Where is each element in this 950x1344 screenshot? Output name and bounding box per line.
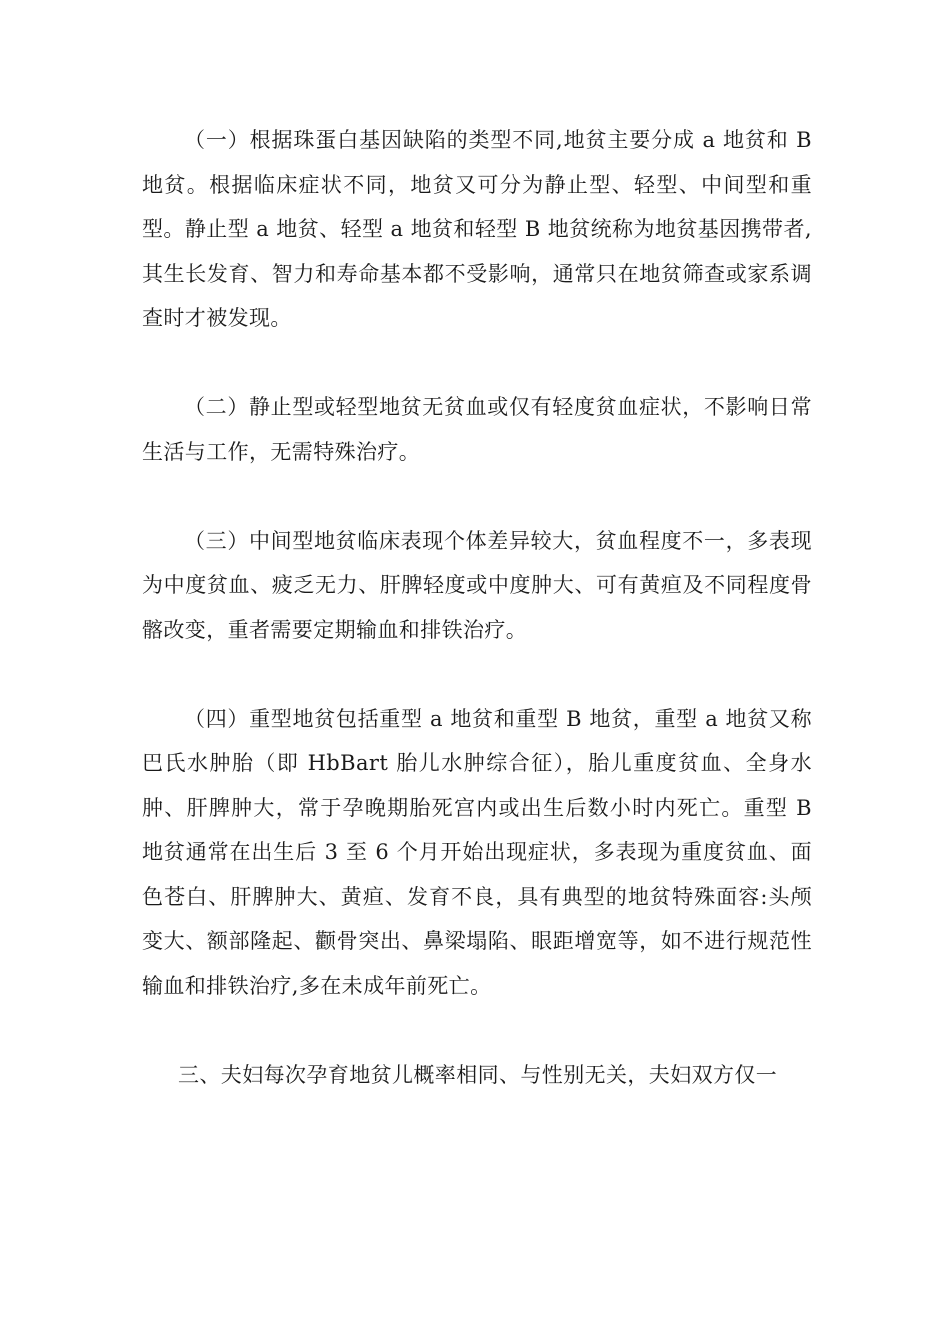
paragraph-5: 三、夫妇每次孕育地贫儿概率相同、与性别无关，夫妇双方仅一 xyxy=(178,1062,778,1087)
paragraph-1: （一）根据珠蛋白基因缺陷的类型不同,地贫主要分成 a 地贫和 B 地贫。根据临床症状不同，地贫又可分为静止型、轻型、中间型和重型。静止型 a 地贫、轻型 a 地贫和轻型 B 地贫统称为地贫基因携带者,其生长发育、智力和寿命基本都不受影响，通常只在地贫筛查或家系调查时才被发现。 xyxy=(142,128,812,330)
paragraph-2: （二）静止型或轻型地贫无贫血或仅有轻度贫血症状，不影响日常生活与工作，无需特殊治疗。 xyxy=(142,395,812,464)
paragraph-3: （三）中间型地贫临床表现个体差异较大，贫血程度不一，多表现为中度贫血、疲乏无力、肝脾轻度或中度肿大、可有黄疸及不同程度骨髂改变，重者需要定期输血和排铁治疗。 xyxy=(142,528,812,642)
document-body xyxy=(142,118,812,1097)
paragraph-4: （四）重型地贫包括重型 a 地贫和重型 B 地贫，重型 a 地贫又称巴氏水肿胎（即 HbBart 胎儿水肿综合征），胎儿重度贫血、全身水肿、肝脾肿大，常于孕晚期胎死宫内或出生后数小时内死亡。重型 B 地贫通常在出生后 3 至 6 个月开始出现症状，多表现为重度贫血、面色苍白、肝脾肿大、黄疸、发育不良，具有典型的地贫特殊面容:头颅变大、额部隆起、颧骨突出、鼻梁塌陷、眼距增宽等，如不进行规范性输血和排铁治疗,多在未成年前死亡。 xyxy=(142,706,812,998)
